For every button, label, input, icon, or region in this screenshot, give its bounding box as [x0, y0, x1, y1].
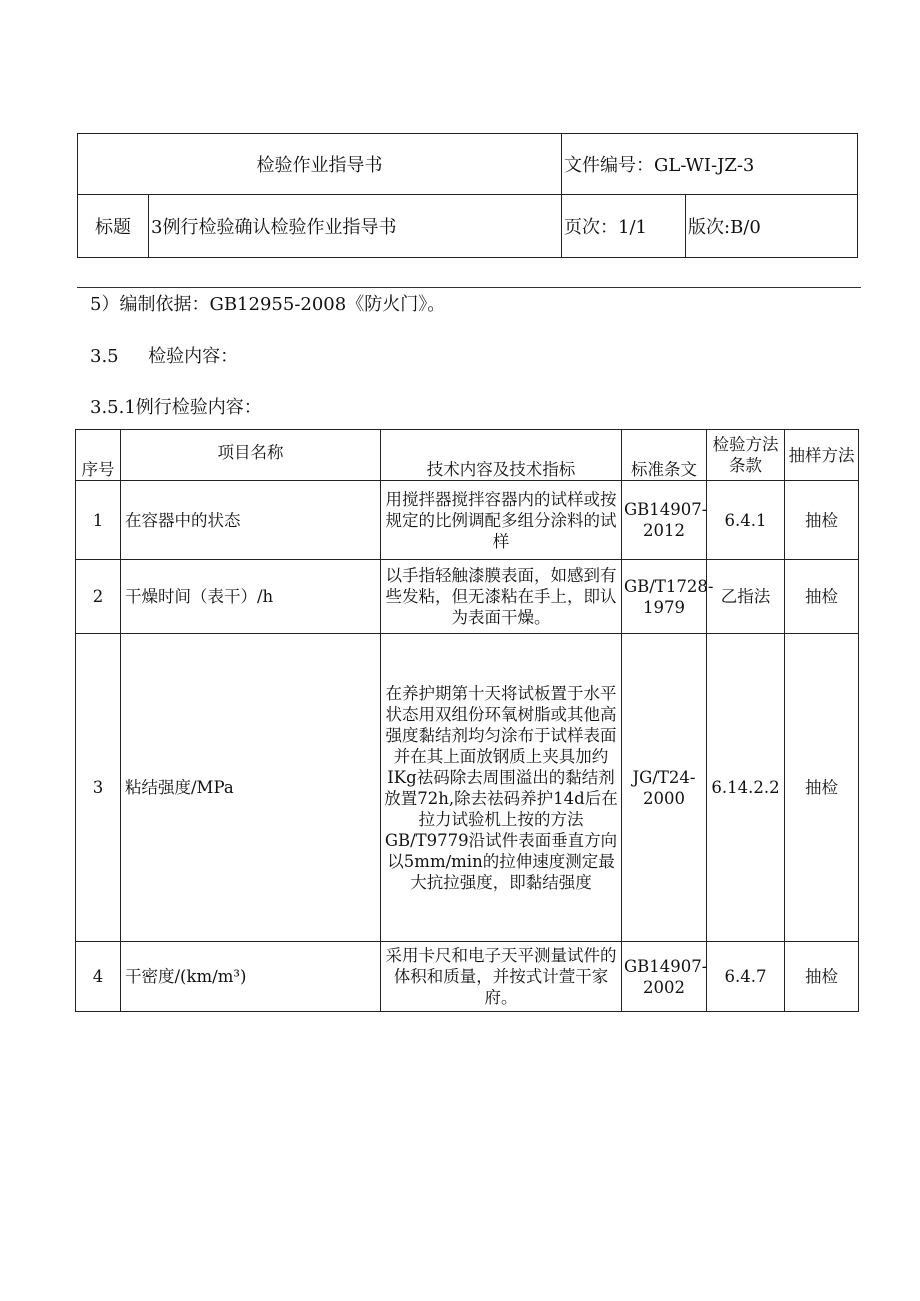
table-row [76, 560, 859, 634]
cell-sampling: 抽检 [785, 634, 859, 942]
header-seq: 序号 [76, 430, 121, 481]
section-heading [90, 342, 238, 368]
header-sampling: 抽样方法 [785, 430, 859, 481]
header-standard: 标准条文 [622, 430, 707, 481]
cell-name: 干密度/(km∕m³) [121, 942, 381, 1012]
section-title: 检验内容： [148, 346, 239, 367]
cell-method: 6.4.7 [707, 942, 785, 1012]
header-divider [77, 287, 861, 288]
compilation-basis: 5）编制依据：GB12955-2008《防火门》。 [90, 294, 446, 315]
inspection-table [75, 429, 859, 1012]
header-tech: 技术内容及技术指标 [381, 430, 622, 481]
cell-standard: GB/T1728-1979 [622, 560, 707, 634]
cell-seq: 2 [76, 560, 121, 634]
cell-tech: 在养护期第十天将试板置于水平状态用双组份环氧树脂或其他高强度黏结剂均匀涂布于试样表面并在其上面放钢质上夹具加约IKg祛码除去周围溢出的黏结剂放置72h,除去祛码养护14d后在拉力试验机上按的方法GB/T9779沿试件表面垂直方向以5mm∕min的拉伸速度测定最大抗拉强度，即黏结强度 [381, 634, 622, 942]
page-number: 页次：1/1 [562, 195, 686, 258]
cell-sampling: 抽检 [785, 942, 859, 1012]
cell-sampling: 抽检 [785, 481, 859, 560]
version-number: 版次:B/0 [686, 195, 858, 258]
cell-standard: GB14907-2012 [622, 481, 707, 560]
cell-tech: 采用卡尺和电子天平测量试件的体积和质量，并按式计萱干家府。 [381, 942, 622, 1012]
cell-seq: 1 [76, 481, 121, 560]
table-row [76, 634, 859, 942]
cell-name: 粘结强度/MPa [121, 634, 381, 942]
table-header-row [76, 430, 859, 481]
cell-method: 乙指法 [707, 560, 785, 634]
section-number: 3.5 [90, 346, 119, 367]
table-row [76, 481, 859, 560]
cell-sampling: 抽检 [785, 560, 859, 634]
cell-method: 6.14.2.2 [707, 634, 785, 942]
cell-standard: JG/T24-2000 [622, 634, 707, 942]
cell-name: 干燥时间（表干）/h [121, 560, 381, 634]
cell-tech: 用搅拌器搅拌容器内的试样或按规定的比例调配多组分涂料的试样 [381, 481, 622, 560]
document-title: 检验作业指导书 [78, 134, 562, 195]
subsection-heading: 3.5.1例行检验内容： [90, 397, 262, 418]
cell-tech: 以手指轻触漆膜表面，如感到有些发粘，但无漆粘在手上，即认为表面干燥。 [381, 560, 622, 634]
document-number: 文件编号：GL-WI-JZ-3 [562, 134, 858, 195]
cell-method: 6.4.1 [707, 481, 785, 560]
cell-name: 在容器中的状态 [121, 481, 381, 560]
cell-seq: 4 [76, 942, 121, 1012]
header-method: 检验方法条款 [707, 430, 785, 481]
document-subject: 3例行检验确认检验作业指导书 [149, 195, 562, 258]
cell-seq: 3 [76, 634, 121, 942]
header-name: 项目名称 [121, 430, 381, 481]
cell-standard: GB14907-2002 [622, 942, 707, 1012]
subject-label: 标题 [78, 195, 149, 258]
document-header-table [77, 133, 858, 258]
table-row [76, 942, 859, 1012]
